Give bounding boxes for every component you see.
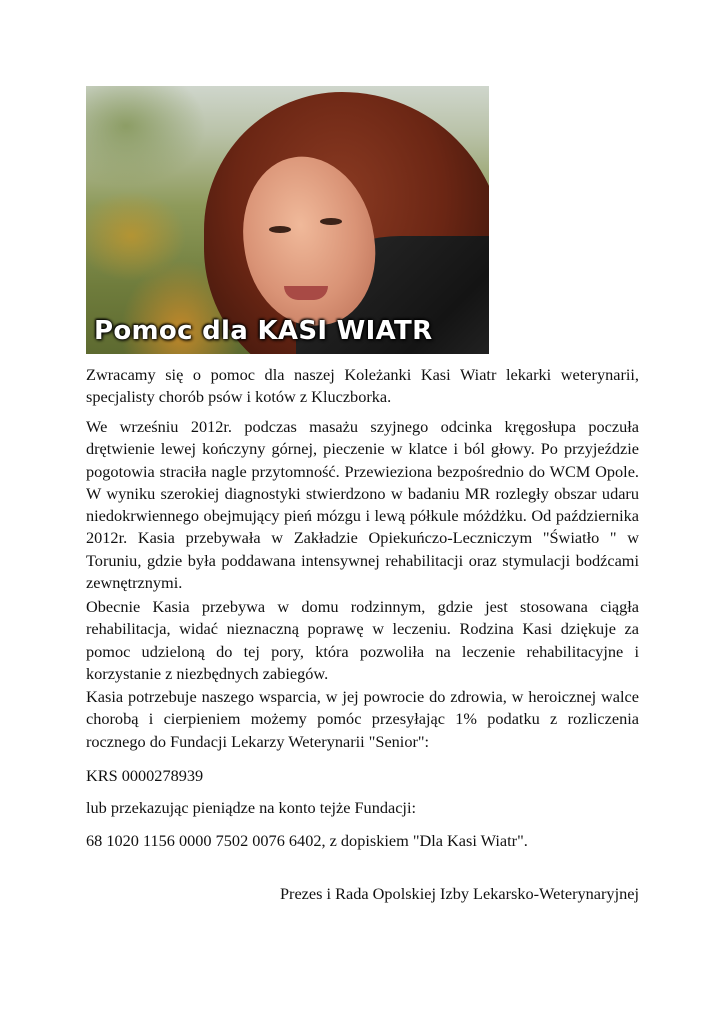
paragraph-text: lub przekazując pieniądze na konto tejże Fundacji: <box>86 798 417 817</box>
photo-caption: Pomoc dla KASI WIATR <box>94 316 433 346</box>
photo-eye-right <box>320 218 342 225</box>
paragraph-appeal <box>86 686 639 753</box>
paragraph-text: Obecnie Kasia przebywa w domu rodzinnym, gdzie jest stosowana ciągła rehabilitacja, widać nieznaczną poprawę w leczeniu. Rodzina Kasi dziękuje za pomoc udzieloną do tej pory, która pozwoliła na leczenie rehabilitacyjne i korzystanie z niezbędnych zabiegów. <box>86 597 639 683</box>
header-photo <box>86 86 489 354</box>
paragraph-text: Zwracamy się o pomoc dla naszej Koleżanki Kasi Wiatr lekarki weterynarii, specjalisty chorób psów i kotów z Kluczborka. <box>86 365 639 407</box>
paragraph-transfer <box>86 797 639 819</box>
signature: Prezes i Rada Opolskiej Izby Lekarsko-Weterynaryjnej <box>279 884 639 903</box>
paragraph-history <box>86 416 639 594</box>
krs-number <box>86 765 639 787</box>
photo-eye-left <box>269 226 291 233</box>
paragraph-text: 68 1020 1156 0000 7502 0076 6402, z dopiskiem "Dla Kasi Wiatr". <box>86 831 528 850</box>
paragraph-text: Kasia potrzebuje naszego wsparcia, w jej powrocie do zdrowia, w heroicznej walce chorobą i cierpieniem możemy pomóc przesyłając 1% podatku z rozliczenia rocznego do Fundacji Lekarzy Weterynarii "Senior": <box>86 687 639 751</box>
paragraph-text: KRS 0000278939 <box>86 766 204 785</box>
bank-account <box>86 830 639 852</box>
paragraph-text: We wrześniu 2012r. podczas masażu szyjnego odcinka kręgosłupa poczuła drętwienie lewej kończyny górnej, pieczenie w klatce i ból głowy. Po przyjeździe pogotowia straciła nagle przytomność. Przewieziona bezpośrednio do WCM Opole. W wyniku szerokiej diagnostyki stwierdzono w badaniu MR rozległy obszar udaru niedokrwiennego obejmujący pień mózgu i lewą półkule móżdżku. Od października 2012r. Kasia przebywała w Zakładzie Opiekuńczo-Leczniczym "Światło " w Toruniu, gdzie była poddawana intensywnej rehabilitacji oraz stymulacji bodźcami zewnętrznymi. <box>86 417 639 593</box>
paragraph-intro <box>86 364 639 409</box>
paragraph-current-state <box>86 596 639 685</box>
